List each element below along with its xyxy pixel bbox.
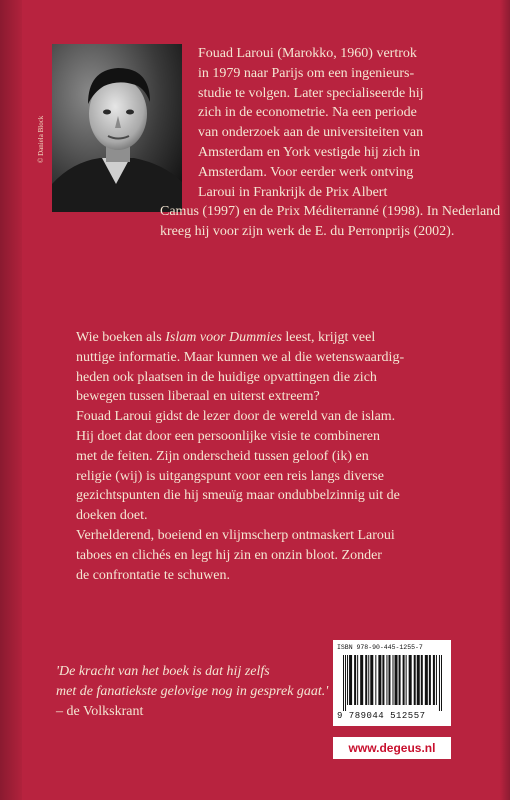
author-bio bbox=[160, 44, 501, 242]
press-quote bbox=[56, 662, 328, 721]
bio-line: van onderzoek aan de universiteiten van bbox=[198, 125, 424, 141]
isbn-number: ISBN 978-90-445-1255-7 bbox=[337, 644, 423, 651]
description-line: met de feiten. Zijn onderscheid tussen geloof (ik) en bbox=[76, 448, 369, 464]
bio-line: kreeg hij voor zijn werk de E. du Perronprijs (2002). bbox=[160, 224, 455, 240]
description-line: religie (wij) is uitgangspunt voor een reis langs diverse bbox=[76, 468, 384, 484]
publisher-logo bbox=[333, 737, 451, 759]
quote-line: 'De kracht van het boek is dat hij zelfs bbox=[56, 664, 270, 679]
description-line: de confrontatie te schuwen. bbox=[76, 567, 230, 583]
bio-line: zich in de econometrie. Na een periode bbox=[198, 105, 417, 121]
ean-number: 9 789044 512557 bbox=[337, 711, 426, 721]
referenced-book-title: Islam voor Dummies bbox=[165, 330, 282, 345]
description-text: Wie boeken als bbox=[76, 330, 166, 345]
description-line bbox=[76, 328, 436, 348]
photo-credit bbox=[36, 44, 46, 164]
quote-line: met de fanatiekste gelovige nog in gesprek gaat.' bbox=[56, 683, 329, 699]
cover-right-edge bbox=[500, 0, 510, 800]
bio-line: Amsterdam. Voor eerder werk ontving bbox=[198, 164, 414, 180]
photo-credit-text: © Daniela Block bbox=[37, 115, 45, 163]
bio-line: Laroui in Frankrijk de Prix Albert bbox=[198, 184, 388, 200]
bio-line: studie te volgen. Later specialiseerde hij bbox=[198, 85, 424, 101]
description-line: Fouad Laroui gidst de lezer door de wereld van de islam. bbox=[76, 409, 396, 425]
description-line: bewegen tussen liberaal en uiterst extreem? bbox=[76, 389, 320, 405]
description-line: nuttige informatie. Maar kunnen we al die wetenswaardig- bbox=[76, 349, 405, 365]
description-line: taboes en clichés en legt hij zin en onzin bloot. Zonder bbox=[76, 547, 382, 563]
bio-line: Fouad Laroui (Marokko, 1960) vertrok bbox=[198, 46, 417, 61]
description-line: Verhelderend, boeiend en vlijmscherp ontmaskert Laroui bbox=[76, 527, 395, 543]
barcode-label bbox=[333, 640, 451, 726]
author-photo bbox=[52, 44, 182, 212]
description-line: gezichtspunten die hij smeuïg maar ondubbelzinnig uit de bbox=[76, 488, 400, 504]
barcode-bars bbox=[343, 655, 443, 711]
publisher-url: www.degeus.nl bbox=[348, 741, 436, 755]
description-line: Hij doet dat door een persoonlijke visie te combineren bbox=[76, 428, 381, 444]
bio-line: Camus (1997) en de Prix Méditerranné (1998). In Nederland bbox=[160, 204, 501, 220]
description-line: doeken doet. bbox=[76, 508, 148, 524]
book-description bbox=[76, 328, 436, 585]
description-text: leest, krijgt veel bbox=[281, 330, 376, 345]
bio-line: in 1979 naar Parijs om een ingenieurs- bbox=[198, 65, 415, 81]
spine-edge bbox=[0, 0, 22, 800]
quote-source: – de Volkskrant bbox=[56, 703, 144, 719]
description-line: heden ook plaatsen in de huidige opvattingen die zich bbox=[76, 369, 377, 385]
bio-line: Amsterdam en York vestigde hij zich in bbox=[198, 144, 421, 160]
author-portrait-image bbox=[52, 44, 182, 212]
